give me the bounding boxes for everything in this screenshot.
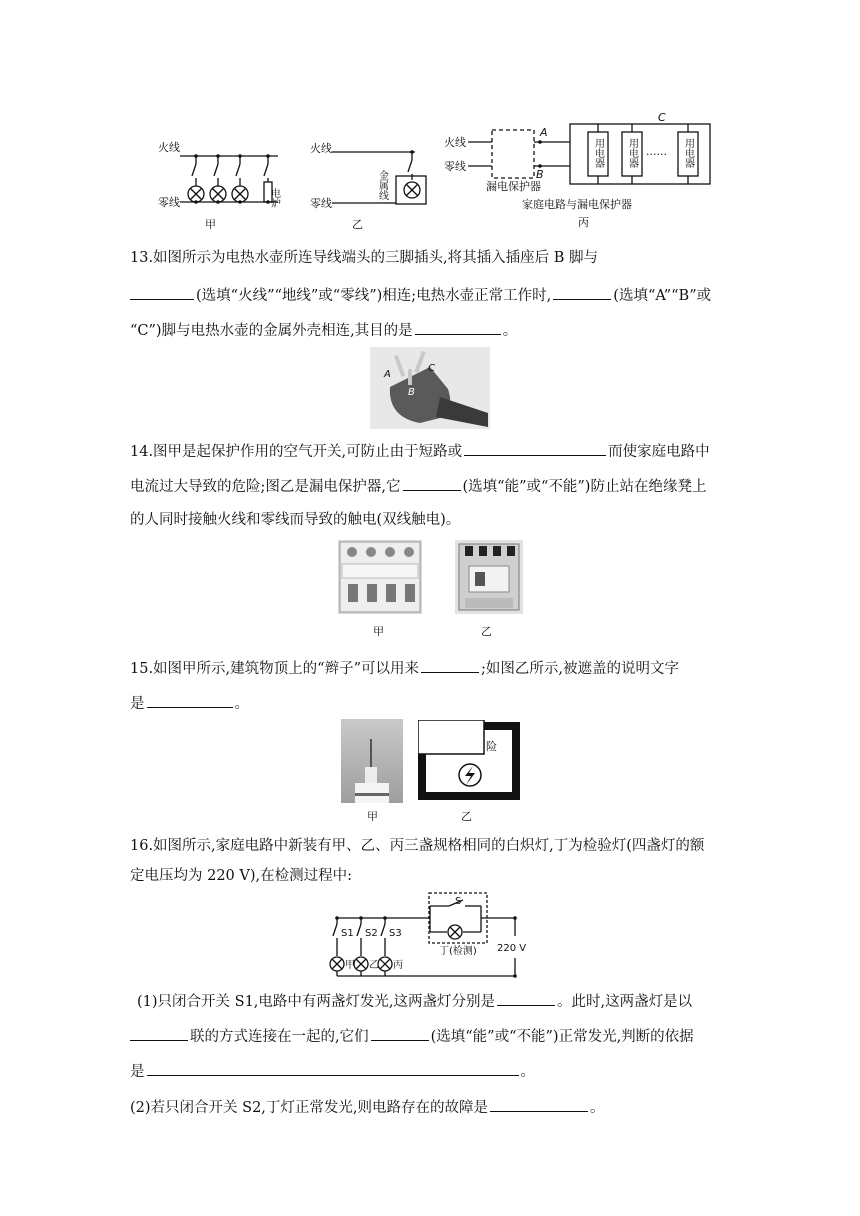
appliance-2-label: 用电器 [626, 138, 638, 168]
figure-top-circuits [150, 108, 720, 230]
voltage-label: 220 V [497, 943, 527, 954]
q15-caption-jia: 甲 [367, 810, 378, 823]
bing-a-label: A [540, 126, 548, 139]
q14-blank-2[interactable] [403, 475, 461, 491]
lamp-jia-label: 甲 [345, 960, 355, 971]
jia-switch-4 [264, 156, 268, 182]
plug-b-label: B [408, 387, 415, 398]
q14-caption-jia: 甲 [373, 625, 384, 638]
q16-part1-line2: 联的方式连接在一起的,它们 (选填“能”或“不能”)正常发光,判断的依据 [130, 1025, 694, 1047]
q16-blank-1[interactable] [497, 990, 555, 1006]
q14-line1: 14.图甲是起保护作用的空气开关,可防止由于短路或 而使家庭电路中 [130, 440, 710, 462]
q14-blank-1[interactable] [464, 440, 606, 456]
q15-line2: 是 。 [130, 692, 249, 714]
q16-part2-line: (2)若只闭合开关 S2,丁灯正常发光,则电路存在的故障是 。 [130, 1096, 605, 1118]
appliance-1-label: 用电器 [592, 138, 604, 168]
lamp-bing-label: 丙 [393, 960, 403, 971]
q16-line1: 16.如图所示,家庭电路中新装有甲、乙、丙三盏规格相同的白炽灯,丁为检验灯(四盏灯的额 [130, 838, 705, 854]
q13-blank-1[interactable] [130, 284, 194, 300]
q16-line2: 定电压均为 220 V),在检测过程中: [130, 868, 353, 884]
switch-s-label: S [455, 896, 462, 907]
yi-neutral-label: 零线 [310, 197, 332, 210]
warning-sign-figure [418, 720, 522, 800]
three-pin-plug-photo [370, 347, 490, 429]
bing-caption: 丙 [578, 216, 589, 229]
lamp-yi-label: 乙 [369, 960, 379, 971]
q15-caption-yi: 乙 [461, 810, 472, 823]
q13-blank-3[interactable] [415, 319, 501, 335]
q16-part1-line1: (1)只闭合开关 S1,电路中有两盏灯发光,这两盏灯分别是 。此时,这两盏灯是以 [137, 990, 692, 1012]
q13-line1: 13.如图所示为电热水壶所连导线端头的三脚插头,将其插入插座后 B 脚与 [130, 250, 599, 266]
q16-blank-5[interactable] [490, 1096, 588, 1112]
bing-subtitle: 家庭电路与漏电保护器 [522, 198, 632, 211]
yi-caption: 乙 [352, 218, 363, 230]
jia-switch-2 [214, 156, 218, 186]
bing-live-label: 火线 [444, 136, 466, 149]
appliance-3-label: 用电器 [682, 138, 694, 168]
switch-s3-label: S3 [389, 928, 402, 939]
plug-c-label: C [428, 363, 435, 374]
q13-line3: “C”)脚与电热水壶的金属外壳相连,其目的是 。 [130, 319, 517, 341]
jia-caption: 甲 [205, 218, 216, 230]
plug-a-label: A [384, 369, 391, 380]
q14-line3: 的人同时接触火线和零线而导致的触电(双线触电)。 [130, 512, 461, 528]
switch-s2-label: S2 [365, 928, 378, 939]
q16-blank-2[interactable] [130, 1025, 188, 1041]
leakage-protector-photo [455, 540, 523, 614]
q16-blank-4[interactable] [147, 1060, 519, 1076]
q15-blank-2[interactable] [147, 692, 233, 708]
lamp-ding-label: 丁(检测) [439, 946, 477, 957]
jia-switch-1 [192, 156, 196, 186]
yi-live-label: 火线 [310, 142, 332, 155]
jia-switch-3 [236, 156, 240, 186]
q16-blank-3[interactable] [371, 1025, 429, 1041]
building-top-photo [341, 719, 403, 803]
yi-shell-label: 金属线 [376, 170, 388, 200]
jia-neutral-label: 零线 [158, 196, 180, 209]
q13-blank-2[interactable] [553, 284, 611, 300]
q16-part1-line3: 是 。 [130, 1060, 535, 1082]
bing-dots: ······ [646, 148, 667, 161]
q14-line2: 电流过大导致的危险;图乙是漏电保护器,它 (选填“能”或“不能”)防止站在绝缘凳上 [130, 475, 706, 497]
bing-protector-label: 漏电保护器 [486, 180, 541, 193]
air-switch-photo [338, 540, 422, 614]
bing-b-label: B [536, 168, 544, 181]
sign-char: 险 [486, 740, 497, 753]
q15-blank-1[interactable] [421, 657, 479, 673]
jia-live-label: 火线 [158, 141, 180, 154]
switch-s1-label: S1 [341, 928, 354, 939]
q15-line1: 15.如图甲所示,建筑物顶上的“辫子”可以用来 ;如图乙所示,被遮盖的说明文字 [130, 657, 679, 679]
q13-line2: (选填“火线”“地线”或“零线”)相连;电热水壶正常工作时, (选填“A”“B”或 [130, 284, 711, 306]
q16-circuit-figure [325, 888, 535, 984]
bing-c-label: C [658, 111, 666, 124]
jia-heater-label: 电炉 [268, 188, 280, 208]
q14-caption-yi: 乙 [481, 625, 492, 638]
bing-neutral-label: 零线 [444, 160, 466, 173]
